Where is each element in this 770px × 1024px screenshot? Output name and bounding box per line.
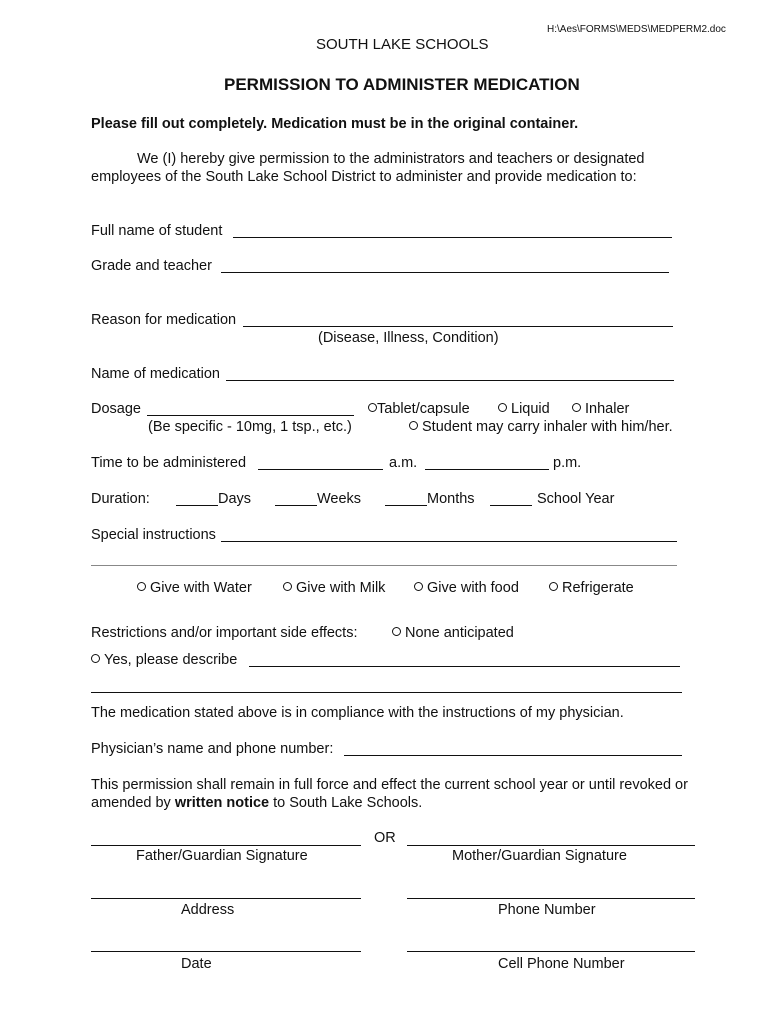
describe-field[interactable]: [249, 666, 680, 667]
or-label: OR: [374, 830, 396, 846]
months-field[interactable]: [385, 505, 427, 506]
physician-field[interactable]: [344, 755, 682, 756]
special-instructions-label: Special instructions: [91, 527, 216, 543]
option-label: Give with food: [427, 580, 519, 596]
reason-field[interactable]: [243, 326, 673, 327]
grade-teacher-field[interactable]: [221, 272, 669, 273]
compliance-text: The medication stated above is in compliance with the instructions of my physician.: [91, 705, 624, 721]
months-label: Months: [427, 491, 475, 507]
school-year-field[interactable]: [490, 505, 532, 506]
option-label: None anticipated: [405, 625, 514, 641]
none-anticipated-option[interactable]: [392, 624, 514, 642]
school-year-label: School Year: [537, 491, 615, 507]
option-label: Student may carry inhaler with him/her.: [422, 419, 673, 435]
radio-icon: [91, 654, 100, 663]
dosage-label: Dosage: [91, 401, 141, 417]
address-label: Address: [181, 902, 235, 918]
radio-icon: [572, 403, 581, 412]
instruction-text: Please fill out completely. Medication must be in the original container.: [91, 116, 579, 132]
option-label: Give with Milk: [296, 580, 386, 596]
time-label: Time to be administered: [91, 455, 247, 471]
special-instructions-field[interactable]: [221, 541, 677, 542]
option-label: Yes, please describe: [104, 652, 238, 668]
time-am-field[interactable]: [258, 469, 383, 470]
carry-inhaler-option[interactable]: [409, 418, 673, 436]
date-label: Date: [181, 956, 212, 972]
phone-label: Phone Number: [498, 902, 596, 918]
intro-line-1: We (I) hereby give permission to the administrators and teachers or designated: [137, 151, 645, 167]
reason-label: Reason for medication: [91, 312, 237, 328]
radio-icon: [137, 582, 146, 591]
intro-line-2: employees of the South Lake School District to administer and provide medication to:: [91, 169, 637, 185]
mother-signature-label: Mother/Guardian Signature: [452, 848, 627, 864]
page-title: PERMISSION TO ADMINISTER MEDICATION: [224, 75, 580, 94]
phone-field[interactable]: [407, 898, 695, 899]
refrigerate-option[interactable]: [549, 579, 634, 597]
option-label: Give with Water: [150, 580, 252, 596]
weeks-field[interactable]: [275, 505, 317, 506]
radio-icon: [283, 582, 292, 591]
time-pm-field[interactable]: [425, 469, 549, 470]
permission-line-1: This permission shall remain in full force and effect the current school year or until revoked or: [91, 777, 688, 793]
give-milk-option[interactable]: [283, 579, 385, 597]
option-label: Refrigerate: [562, 580, 634, 596]
father-signature-label: Father/Guardian Signature: [136, 848, 308, 864]
radio-icon: [414, 582, 423, 591]
cell-phone-label: Cell Phone Number: [498, 956, 625, 972]
dosage-option-inhaler[interactable]: [572, 400, 629, 418]
physician-label: Physician’s name and phone number:: [91, 741, 334, 757]
am-label: a.m.: [389, 455, 418, 471]
yes-describe-option[interactable]: [91, 651, 237, 669]
address-field[interactable]: [91, 898, 361, 899]
dosage-option-tablet[interactable]: [368, 400, 470, 418]
give-food-option[interactable]: [414, 579, 519, 597]
days-field[interactable]: [176, 505, 218, 506]
give-water-option[interactable]: [137, 579, 252, 597]
permission-post: to South Lake Schools.: [269, 795, 423, 811]
father-signature-field[interactable]: [91, 845, 361, 846]
describe-field-2[interactable]: [91, 692, 682, 693]
date-field[interactable]: [91, 951, 361, 952]
days-label: Days: [218, 491, 252, 507]
medication-name-field[interactable]: [226, 380, 674, 381]
full-name-label: Full name of student: [91, 223, 223, 239]
radio-icon: [409, 421, 418, 430]
weeks-label: Weeks: [317, 491, 362, 507]
radio-icon: [392, 627, 401, 636]
dosage-option-liquid[interactable]: [498, 400, 550, 418]
reason-hint: (Disease, Illness, Condition): [318, 330, 499, 346]
school-name: SOUTH LAKE SCHOOLS: [316, 36, 489, 53]
radio-icon: [368, 403, 377, 412]
option-label: Inhaler: [585, 401, 630, 417]
grade-teacher-label: Grade and teacher: [91, 258, 212, 274]
special-instructions-field-2[interactable]: [91, 565, 677, 566]
permission-line-2: [91, 794, 422, 812]
pm-label: p.m.: [553, 455, 582, 471]
file-path: H:\Aes\FORMS\MEDS\MEDPERM2.doc: [547, 24, 726, 35]
dosage-field[interactable]: [147, 415, 354, 416]
permission-pre: amended by: [91, 795, 175, 811]
dosage-hint: (Be specific - 10mg, 1 tsp., etc.): [148, 419, 352, 435]
full-name-field[interactable]: [233, 237, 672, 238]
written-notice: written notice: [174, 795, 270, 811]
mother-signature-field[interactable]: [407, 845, 695, 846]
option-label: Tablet/capsule: [377, 401, 470, 417]
medication-name-label: Name of medication: [91, 366, 220, 382]
restrictions-label: Restrictions and/or important side effects:: [91, 625, 358, 641]
option-label: Liquid: [511, 401, 550, 417]
radio-icon: [549, 582, 558, 591]
duration-label: Duration:: [91, 491, 150, 507]
radio-icon: [498, 403, 507, 412]
cell-phone-field[interactable]: [407, 951, 695, 952]
